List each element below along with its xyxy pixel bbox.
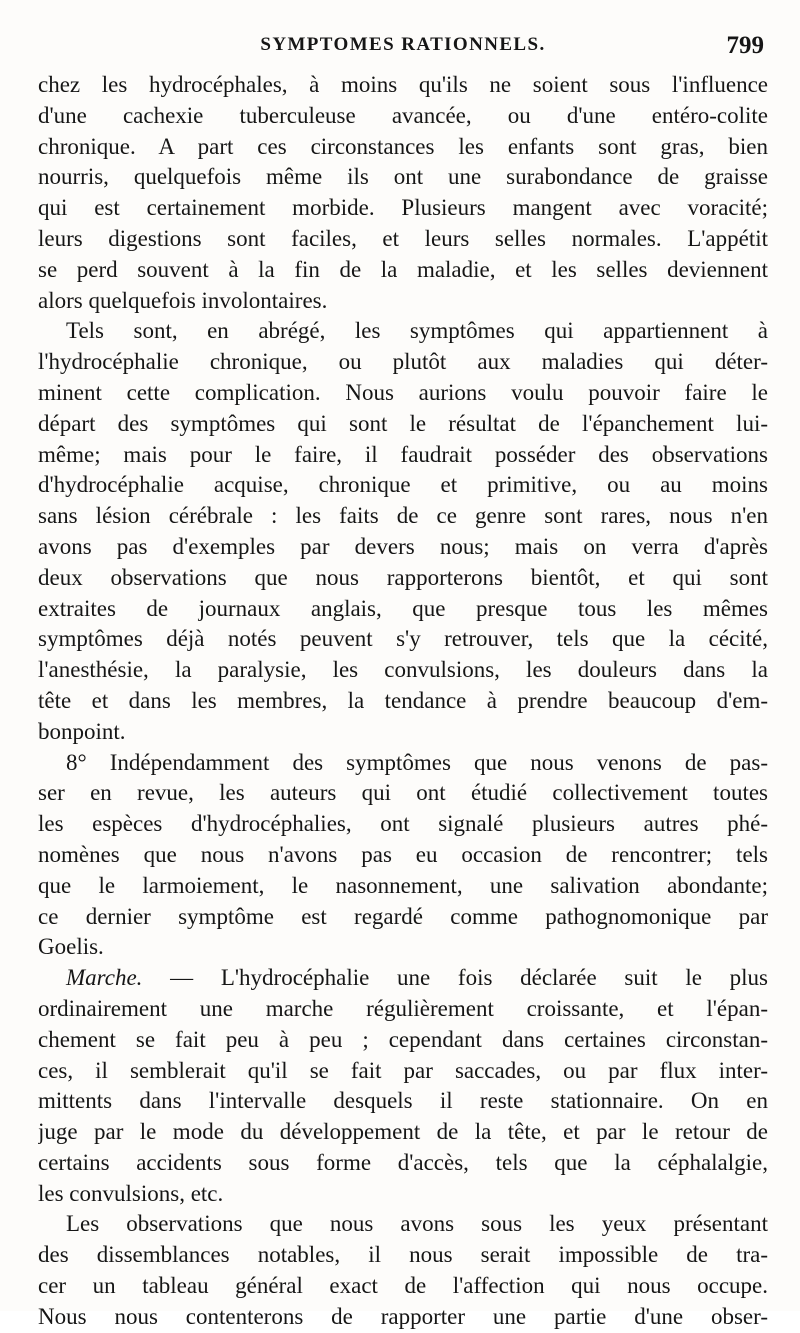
- text-line: ordinairement une marche régulièrement croissante, et l'épan-: [38, 995, 768, 1021]
- text-line: cer un tableau général exact de l'affection qui nous occupe.: [38, 1273, 768, 1299]
- text-line: symptômes déjà notés peuvent s'y retrouver, tels que la cécité,: [38, 626, 768, 652]
- text-line-marche: Marche. — L'hydrocéphalie une fois déclarée suit le plus: [66, 965, 768, 991]
- text-line: tête et dans les membres, la tendance à prendre beaucoup d'em-: [38, 687, 768, 713]
- page-number: 799: [726, 32, 764, 59]
- text-line: Nous nous contenterons de rapporter une partie d'une obser-: [38, 1303, 768, 1329]
- text-line: bonpoint.: [38, 718, 126, 744]
- text-line: même; mais pour le faire, il faudrait posséder des observations: [38, 441, 768, 467]
- text-line: qui est certainement morbide. Plusieurs mangent avec voracité;: [38, 195, 768, 221]
- text-line: chez les hydrocéphales, à moins qu'ils ne soient sous l'influence: [38, 72, 768, 97]
- text-line: les convulsions, etc.: [38, 1180, 224, 1206]
- text-line: nomènes que nous n'avons pas eu occasion de rencontrer; tels: [38, 841, 768, 867]
- text-line: départ des symptômes qui sont le résultat de l'épanchement lui-: [38, 410, 768, 436]
- text-line: Tels sont, en abrégé, les symptômes qui appartiennent à: [66, 318, 768, 344]
- text-line: deux observations que nous rapporterons bientôt, et qui sont: [38, 564, 768, 590]
- text-line: Les observations que nous avons sous les yeux présentant: [66, 1211, 768, 1237]
- text-line: ce dernier symptôme est regardé comme pathognomonique par: [38, 903, 768, 929]
- text-line: mittents dans l'intervalle desquels il reste stationnaire. On en: [38, 1088, 768, 1114]
- text-line: l'hydrocéphalie chronique, ou plutôt aux maladies qui déter-: [38, 349, 768, 375]
- text-line: extraites de journaux anglais, que presque tous les mêmes: [38, 595, 768, 621]
- section-lead-italic: Marche.: [66, 965, 143, 991]
- text-line: d'une cachexie tuberculeuse avancée, ou d'une entéro-colite: [38, 102, 768, 128]
- text-line: ser en revue, les auteurs qui ont étudié collectivement toutes: [38, 780, 768, 806]
- text-line: sans lésion cérébrale : les faits de ce genre sont rares, nous n'en: [38, 503, 768, 529]
- text-line: l'anesthésie, la paralysie, les convulsions, les douleurs dans la: [38, 657, 768, 683]
- page-header: [38, 34, 768, 68]
- text-line: Goelis.: [38, 934, 104, 960]
- text-line: 8° Indépendamment des symptômes que nous venons de pas-: [66, 749, 768, 775]
- text-line: chronique. A part ces circonstances les enfants sont gras, bien: [38, 133, 768, 159]
- text-line: certains accidents sous forme d'accès, tels que la céphalalgie,: [38, 1149, 768, 1175]
- text-line: que le larmoiement, le nasonnement, une salivation abondante;: [38, 872, 768, 898]
- running-title: SYMPTOMES RATIONNELS.: [260, 34, 546, 55]
- text-line: chement se fait peu à peu ; cependant dans certaines circonstan-: [38, 1026, 768, 1052]
- text-line: avons pas d'exemples par devers nous; mais on verra d'après: [38, 533, 768, 559]
- text-line: minent cette complication. Nous aurions voulu pouvoir faire le: [38, 379, 768, 405]
- text-line: juge par le mode du développement de la tête, et par le retour de: [38, 1119, 768, 1145]
- page-body: [38, 70, 768, 1333]
- text-line: les espèces d'hydrocéphalies, ont signalé plusieurs autres phé-: [38, 811, 768, 837]
- text-line: leurs digestions sont faciles, et leurs selles normales. L'appétit: [38, 225, 768, 251]
- text-line: ces, il semblerait qu'il se fait par saccades, ou par flux inter-: [38, 1057, 768, 1083]
- text-line: alors quelquefois involontaires.: [38, 287, 328, 313]
- text-line: se perd souvent à la fin de la maladie, et les selles deviennent: [38, 256, 768, 282]
- text-line: nourris, quelquefois même ils ont une surabondance de graisse: [38, 164, 768, 190]
- text-line: des dissemblances notables, il nous serait impossible de tra-: [38, 1242, 768, 1268]
- text-line: d'hydrocéphalie acquise, chronique et primitive, ou au moins: [38, 472, 768, 498]
